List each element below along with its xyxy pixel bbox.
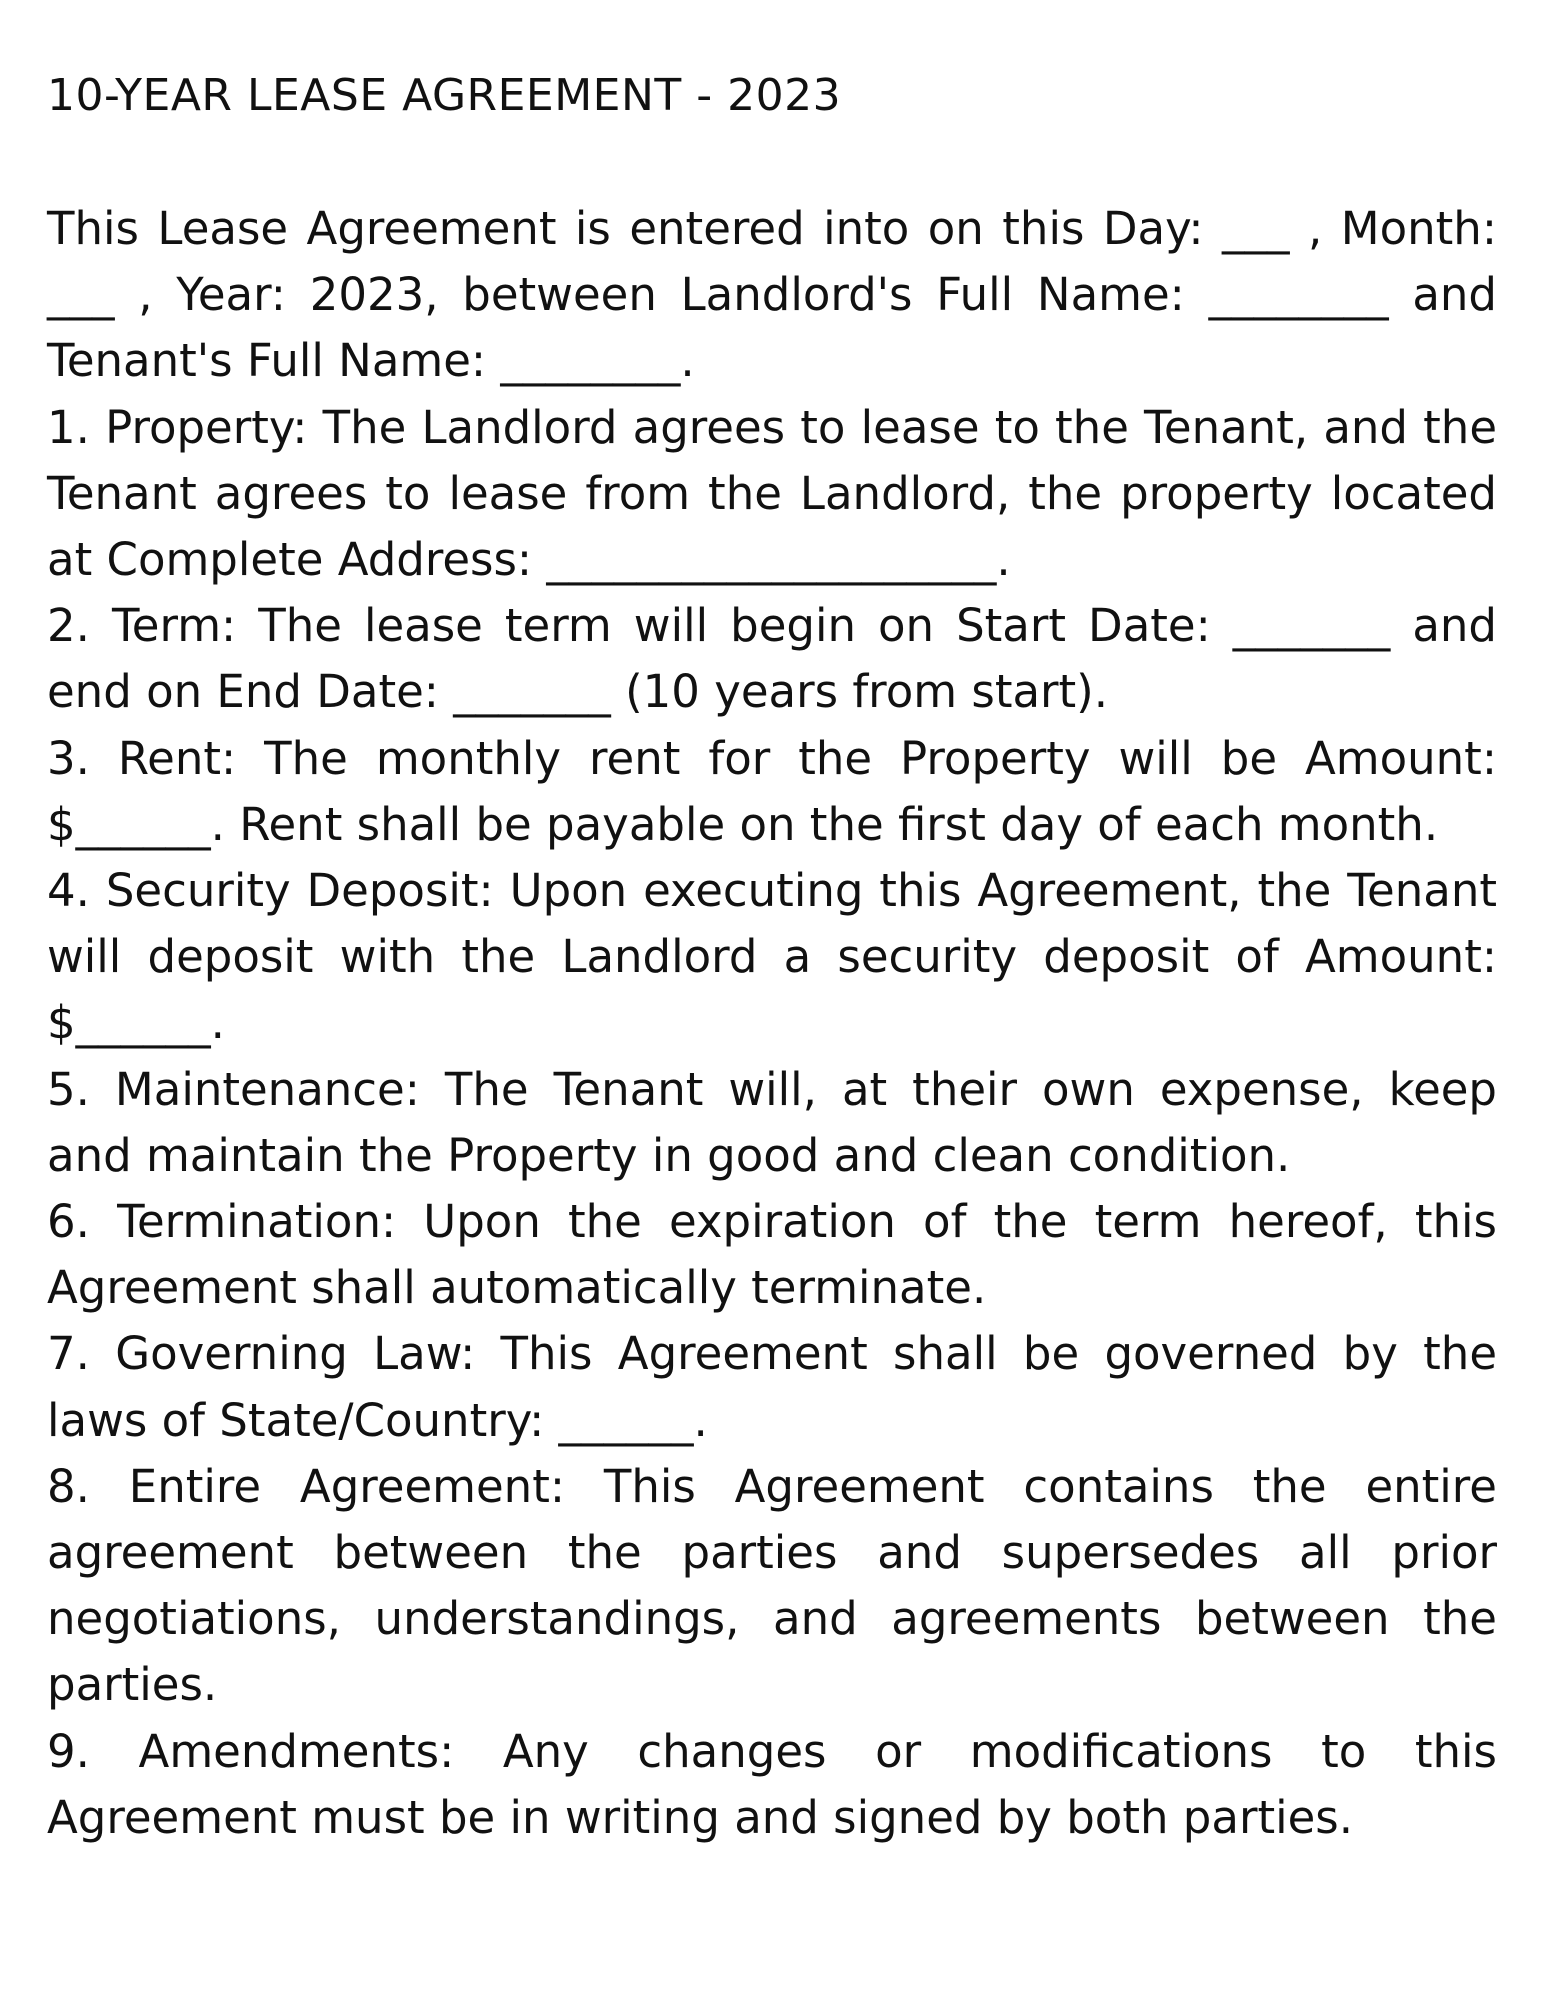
clause-entire-agreement: 8. Entire Agreement: This Agreement contains the entire agreement between the parties and supersedes all prior negotiations, understandings, and agreements between the parties.	[47, 1459, 1497, 1712]
clause-security-deposit: 4. Security Deposit: Upon executing this Agreement, the Tenant will deposit with the Landlord a security deposit of Amount: $______.	[47, 864, 1497, 1050]
clause-rent: 3. Rent: The monthly rent for the Property will be Amount: $______. Rent shall be payable on the first day of each month.	[47, 731, 1497, 851]
clause-governing-law: 7. Governing Law: This Agreement shall be governed by the laws of State/Country: ______.	[47, 1327, 1497, 1447]
clause-property: 1. Property: The Landlord agrees to lease to the Tenant, and the Tenant agrees to lease from the Landlord, the property located at Complete Address: ____________________.	[47, 400, 1497, 587]
document-body	[47, 196, 1497, 1851]
intro-paragraph: This Lease Agreement is entered into on this Day: ___ , Month: ___ , Year: 2023, between Landlord's Full Name: ________ and Tenant's Full Name: ________.	[47, 202, 1497, 388]
document-title: 10-YEAR LEASE AGREEMENT - 2023	[47, 70, 842, 121]
clause-amendments: 9. Amendments: Any changes or modifications to this Agreement must be in writing and signed by both parties.	[47, 1724, 1497, 1844]
clause-term: 2. Term: The lease term will begin on Start Date: _______ and end on End Date: _______ (10 years from start).	[47, 599, 1497, 719]
clause-maintenance: 5. Maintenance: The Tenant will, at their own expense, keep and maintain the Property in good and clean condition.	[47, 1062, 1497, 1182]
clause-termination: 6. Termination: Upon the expiration of the term hereof, this Agreement shall automatically terminate.	[47, 1195, 1497, 1315]
